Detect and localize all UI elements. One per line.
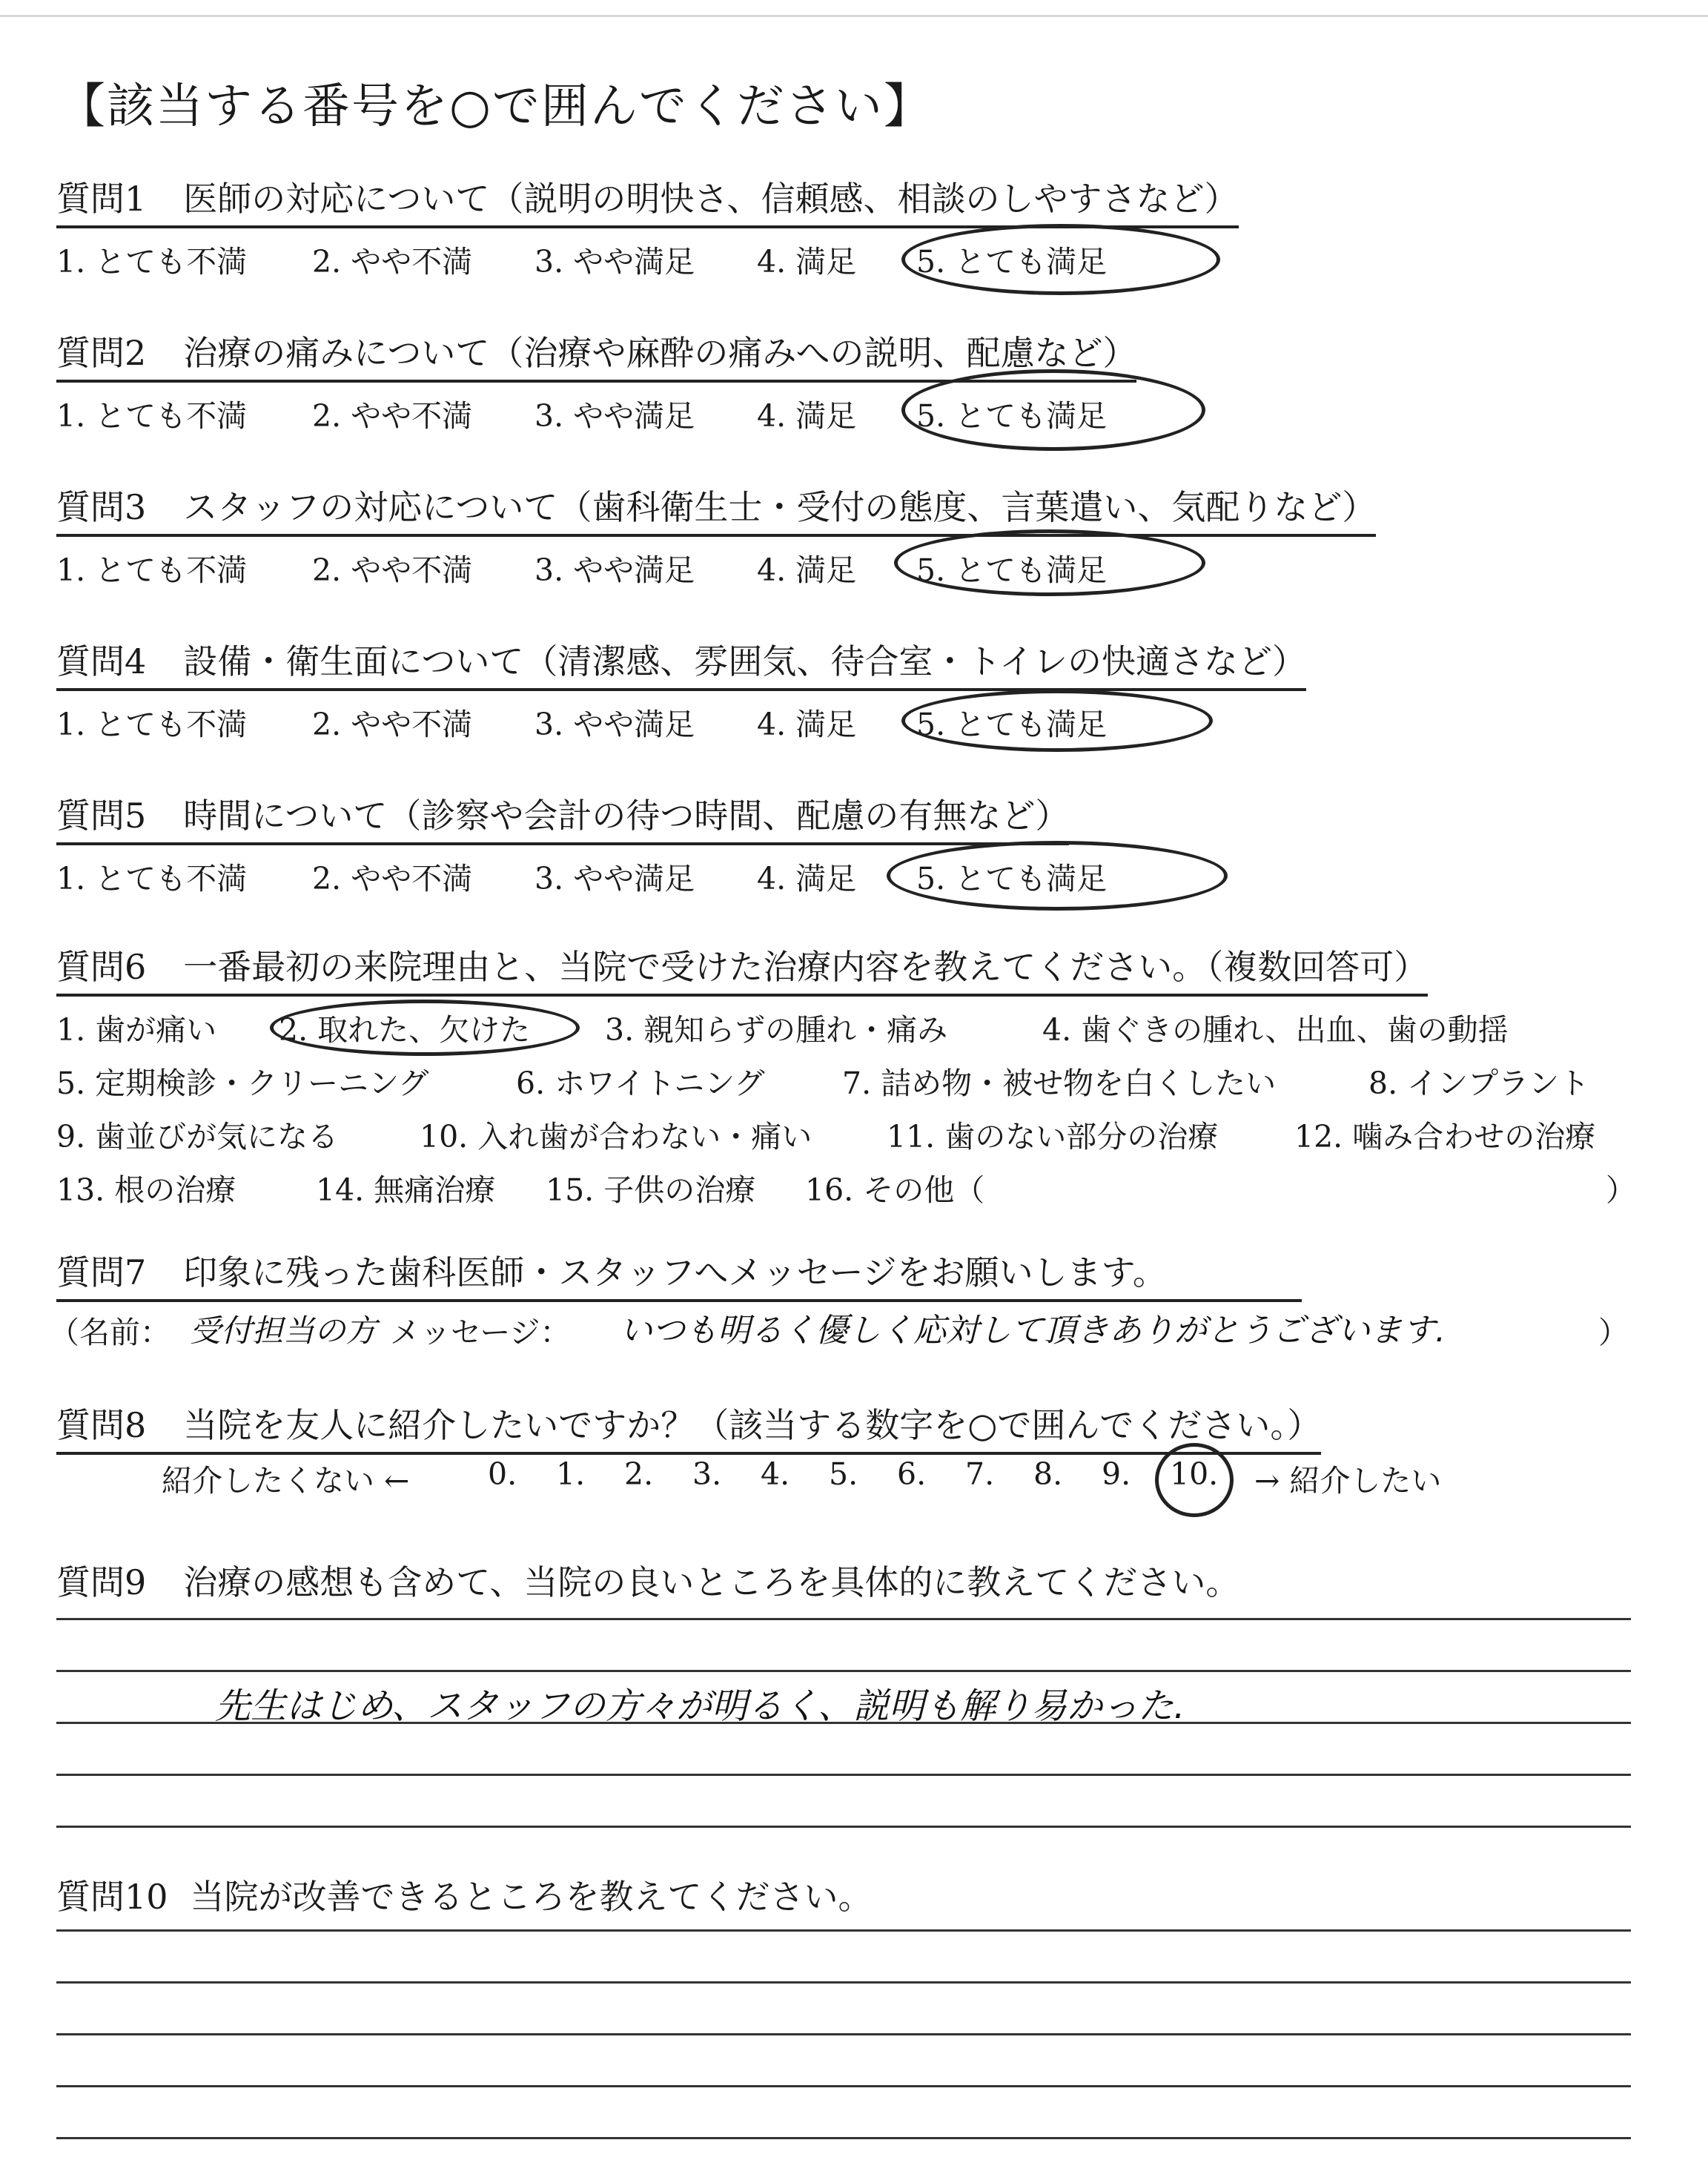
question-7-label: 質問7	[56, 1252, 147, 1292]
question-8-text: 当院を友人に紹介したいですか？（該当する数字を○で囲んでください。）	[183, 1405, 1322, 1445]
question-2-options	[56, 392, 1136, 433]
question-9-label: 質問9	[56, 1562, 147, 1602]
option-3[interactable]: 3. やや満足	[534, 861, 695, 896]
answer-line	[56, 1826, 1631, 1828]
scale-10[interactable]: 10.	[1170, 1456, 1219, 1492]
question-8	[56, 1398, 1321, 1455]
answer-line	[56, 1670, 1631, 1672]
selection-circle	[887, 841, 1228, 911]
option-4[interactable]: 4. 満足	[757, 398, 857, 434]
option-2[interactable]: 2. やや不満	[312, 861, 473, 896]
selection-circle	[901, 369, 1205, 451]
q6-option-1[interactable]: 1. 歯が痛い	[56, 1012, 217, 1048]
question-6-heading	[56, 940, 1428, 997]
question-10-text: 当院が改善できるところを教えてください。	[190, 1877, 873, 1917]
question-10-label: 質問10	[56, 1877, 168, 1917]
option-4[interactable]: 4. 満足	[757, 707, 857, 742]
question-1-heading	[56, 172, 1239, 228]
scale-5[interactable]: 5.	[829, 1456, 858, 1492]
option-3[interactable]: 3. やや満足	[534, 244, 695, 280]
question-8-heading	[56, 1398, 1321, 1455]
q7-close: ）	[1598, 1315, 1629, 1350]
question-1-label: 質問1	[56, 179, 147, 219]
option-4[interactable]: 4. 満足	[757, 552, 857, 588]
question-2-label: 質問2	[56, 333, 147, 373]
q6-option-6[interactable]: 6. ホワイトニング	[516, 1066, 765, 1101]
q6-option-14[interactable]: 14. 無痛治療	[316, 1172, 496, 1208]
option-2[interactable]: 2. やや不満	[312, 707, 473, 742]
q6-option-3[interactable]: 3. 親知らずの腫れ・痛み	[605, 1012, 948, 1048]
scale-right-label: → 紹介したい	[1254, 1463, 1442, 1499]
message-value[interactable]: いつも明るく優しく応対して頂きありがとうございます.	[620, 1312, 1446, 1350]
answer-line	[56, 1618, 1631, 1620]
message-label: メッセージ：	[390, 1315, 571, 1350]
option-5[interactable]: 5. とても満足	[916, 861, 1108, 896]
question-9	[56, 1556, 1239, 1605]
scale-7[interactable]: 7.	[965, 1456, 995, 1492]
option-5[interactable]: 5. とても満足	[916, 707, 1108, 742]
q6-option-15[interactable]: 15. 子供の治療	[546, 1172, 756, 1208]
question-7-text: 印象に残った歯科医師・スタッフへメッセージをお願いします。	[183, 1252, 1167, 1292]
selection-circle	[270, 1000, 580, 1056]
answer-line	[56, 1774, 1631, 1776]
question-1	[56, 172, 1239, 279]
question-5-options	[56, 854, 1108, 896]
question-3-text: スタッフの対応について（歯科衛生士・受付の態度、言葉遣い、気配りなど）	[183, 487, 1377, 527]
question-1-options	[56, 237, 1239, 279]
q6-option-5[interactable]: 5. 定期検診・クリーニング	[56, 1066, 429, 1101]
question-4-heading	[56, 635, 1306, 691]
option-4[interactable]: 4. 満足	[757, 861, 857, 896]
selection-circle	[1155, 1443, 1234, 1517]
q6-option-4[interactable]: 4. 歯ぐきの腫れ、出血、歯の動揺	[1042, 1012, 1509, 1048]
option-1[interactable]: 1. とても不満	[56, 861, 248, 896]
selection-circle	[901, 690, 1213, 752]
question-4-text: 設備・衛生面について（清潔感、雰囲気、待合室・トイレの快適さなど）	[183, 641, 1307, 681]
option-1[interactable]: 1. とても不満	[56, 398, 248, 434]
answer-line	[56, 2085, 1631, 2087]
q6-option-9[interactable]: 9. 歯並びが気になる	[56, 1119, 339, 1155]
question-6-text: 一番最初の来院理由と、当院で受けた治療内容を教えてください。（複数回答可）	[183, 947, 1429, 987]
q6-option-7[interactable]: 7. 詰め物・被せ物を白くしたい	[842, 1066, 1277, 1101]
question-4-label: 質問4	[56, 641, 147, 681]
answer-line	[56, 1929, 1631, 1932]
option-2[interactable]: 2. やや不満	[312, 398, 473, 434]
scale-left-label: 紹介したくない ←	[162, 1463, 410, 1499]
question-2-heading	[56, 326, 1136, 383]
q6-option-16-close: ）	[1606, 1172, 1636, 1208]
answer-line	[56, 1981, 1631, 1984]
option-5[interactable]: 5. とても満足	[916, 552, 1108, 588]
question-7-answer-row	[49, 1308, 1635, 1353]
question-8-scale	[162, 1456, 1496, 1501]
scale-0[interactable]: 0.	[488, 1456, 517, 1492]
question-5-text: 時間について（診察や会計の待つ時間、配慮の有無など）	[183, 796, 1070, 836]
q6-option-12[interactable]: 12. 噛み合わせの治療	[1294, 1119, 1596, 1155]
scale-4[interactable]: 4.	[761, 1456, 790, 1492]
question-3-label: 質問3	[56, 487, 147, 527]
question-1-text: 医師の対応について（説明の明快さ、信頼感、相談のしやすさなど）	[183, 179, 1239, 219]
question-7-heading	[56, 1246, 1302, 1302]
question-6-label: 質問6	[56, 947, 147, 987]
option-3[interactable]: 3. やや満足	[534, 707, 695, 742]
option-3[interactable]: 3. やや満足	[534, 552, 695, 588]
name-value[interactable]: 受付担当の方	[190, 1312, 377, 1349]
question-5-label: 質問5	[56, 796, 147, 836]
q6-option-13[interactable]: 13. 根の治療	[56, 1172, 236, 1208]
question-6-options	[56, 1005, 1636, 1228]
q6-option-10[interactable]: 10. 入れ歯が合わない・痛い	[420, 1119, 812, 1155]
answer-line	[56, 2033, 1631, 2035]
question-9-answer[interactable]: 先生はじめ、スタッフの方々が明るく、説明も解り易かった.	[215, 1685, 1185, 1727]
question-4-options	[56, 700, 1306, 742]
question-4	[56, 635, 1306, 742]
q6-option-8[interactable]: 8. インプラント	[1368, 1066, 1590, 1101]
option-2[interactable]: 2. やや不満	[312, 552, 473, 588]
name-label: （名前：	[49, 1315, 171, 1350]
question-3	[56, 480, 1376, 587]
option-2[interactable]: 2. やや不満	[312, 244, 473, 280]
q6-option-2[interactable]: 2. 取れた、欠けた	[279, 1012, 531, 1048]
option-4[interactable]: 4. 満足	[757, 244, 857, 280]
scale-6[interactable]: 6.	[897, 1456, 927, 1492]
question-5	[56, 789, 1108, 896]
option-1[interactable]: 1. とても不満	[56, 707, 248, 742]
option-5[interactable]: 5. とても満足	[916, 398, 1108, 434]
scale-9[interactable]: 9.	[1102, 1456, 1131, 1492]
question-2-text: 治療の痛みについて（治療や麻酔の痛みへの説明、配慮など）	[183, 333, 1137, 373]
top-border	[0, 15, 1708, 17]
q6-option-11[interactable]: 11. 歯のない部分の治療	[887, 1119, 1219, 1155]
answer-line	[56, 2137, 1631, 2139]
selection-circle	[894, 529, 1205, 596]
scale-1[interactable]: 1.	[556, 1456, 586, 1492]
page-title: 【該当する番号を○で囲んでください】	[58, 79, 933, 134]
selection-circle	[901, 224, 1220, 295]
question-8-label: 質問8	[56, 1405, 147, 1445]
scale-2[interactable]: 2.	[624, 1456, 654, 1492]
scale-8[interactable]: 8.	[1033, 1456, 1063, 1492]
question-3-options	[56, 546, 1376, 587]
option-1[interactable]: 1. とても不満	[56, 244, 248, 280]
question-10	[56, 1870, 873, 1919]
q6-option-16[interactable]: 16. その他（	[805, 1172, 985, 1208]
question-6	[56, 940, 1636, 1228]
question-9-text: 治療の感想も含めて、当院の良いところを具体的に教えてください。	[183, 1562, 1240, 1602]
option-1[interactable]: 1. とても不満	[56, 552, 248, 588]
option-5[interactable]: 5. とても満足	[916, 244, 1108, 280]
question-3-heading	[56, 480, 1376, 537]
scale-3[interactable]: 3.	[692, 1456, 722, 1492]
question-5-heading	[56, 789, 1069, 845]
question-2	[56, 326, 1136, 433]
option-3[interactable]: 3. やや満足	[534, 398, 695, 434]
question-7	[56, 1246, 1302, 1302]
